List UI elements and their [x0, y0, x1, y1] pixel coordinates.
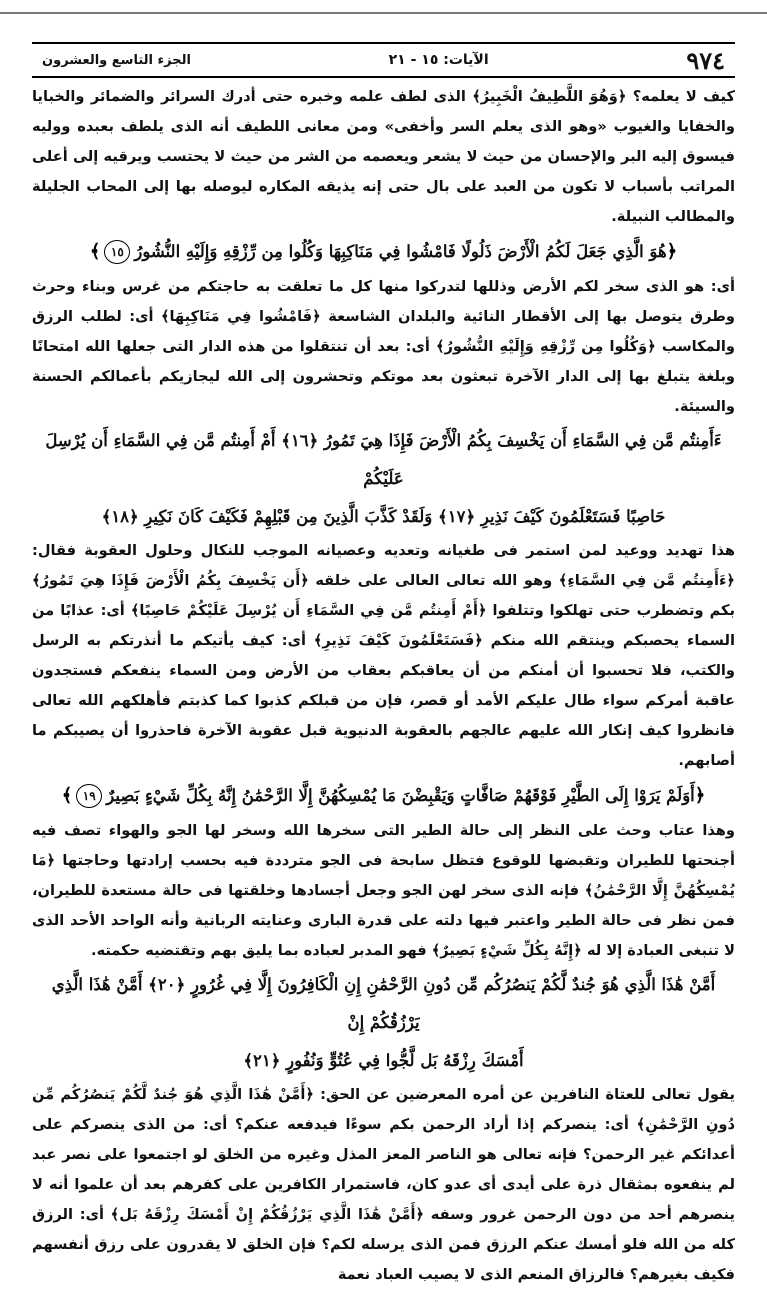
ornate-bracket-icon: ﴾ — [89, 241, 101, 262]
quran-verse-15 — [32, 232, 735, 272]
commentary-paragraph: كيف لا يعلمه؟ ﴿وَهُوَ اللَّطِيفُ الْخَبِيرُ﴾ الذى لطف علمه وخبره حتى أدرك السرائر والضمائر والخبايا والخفايا والغيوب «وهو الذى يعلم السر وأخفى» ومن معانى اللطيف أنه الذى يلطف بعبده ووليه فيسوق إليه البر والإحسان من حيث لا يشعر ويعصمه من الشر من حيث لا يحتسب ويرقيه إلى أعلى المراتب بأسباب لا تكون من العبد على بال حتى إنه يذيقه المكاره ليوصله بها إلى المحاب الجليلة والمطالب النبيلة. — [32, 88, 735, 225]
ayah-number: ١٩ — [76, 784, 102, 808]
top-rule — [0, 12, 767, 14]
page-content — [32, 82, 735, 1283]
verse-line: أَمَّنْ هَٰذَا الَّذِي هُوَ جُندٌ لَّكُمْ يَنصُرُكُم مِّن دُونِ الرَّحْمَٰنِ إِنِ الْكَافِرُونَ إِلَّا فِي غُرُورٍ ﴿٢٠﴾ أَمَّنْ هَٰذَا الَّذِي يَرْزُقُكُمْ إِنْ — [51, 975, 716, 1032]
quran-verse-19 — [32, 776, 735, 816]
page-header — [32, 42, 735, 78]
verse-line: حَاصِبًا فَسَتَعْلَمُونَ كَيْفَ نَذِيرِ ﴿١٧﴾ وَلَقَدْ كَذَّبَ الَّذِينَ مِن قَبْلِهِمْ فَكَيْفَ كَانَ نَكِيرِ ﴿١٨﴾ — [101, 507, 666, 526]
commentary-paragraph: هذا تهديد ووعيد لمن استمر فى طغيانه وتعديه وعصيانه الموجب للنكال وحلول العقوبة فقال: ﴿ءَأَمِنتُم مَّن فِي السَّمَاءِ﴾ وهو الله تعالى العالى على خلقه ﴿أَن يَخْسِفَ بِكُمُ الْأَرْضَ فَإِذَا هِيَ تَمُورُ﴾ بكم وتضطرب حتى تهلكوا وتتلفوا ﴿أَمْ أَمِنتُم مَّن فِي السَّمَاءِ أَن يُرْسِلَ عَلَيْكُمْ حَاصِبًا﴾ أى: عذابًا من السماء يحصبكم وينتقم الله منكم ﴿فَسَتَعْلَمُونَ كَيْفَ نَذِيرِ﴾ أى: كيف يأتيكم ما أنذرتكم به الرسل والكتب، فلا تحسبوا أن أمنكم من أن يعاقبكم بعقاب من الأرض ومن السماء ينفعكم فستجدون عاقبة أمركم سواء طال عليكم الأمد أو قصر، فإن من قبلكم كذبوا كما كذبتم فأهلكهم الله تعالى فانظروا كيف إنكار الله عليهم عالجهم بالعقوبة الدنيوية قبل عقوبة الآخرة فاحذروا أن يصيبكم ما أصابهم. — [32, 542, 735, 769]
quran-verses-16-18 — [32, 422, 735, 536]
commentary-paragraph: يقول تعالى للعتاة النافرين عن أمره المعرضين عن الحق: ﴿أَمَّنْ هَٰذَا الَّذِي هُوَ جُندٌ لَّكُمْ يَنصُرُكُم مِّن دُونِ الرَّحْمَٰنِ﴾ أى: ينصركم إذا أراد الرحمن بكم سوءًا فيدفعه عنكم؟ أى: من الذى ينصركم على أعدائكم غير الرحمن؟ فإنه تعالى هو الناصر المعز المذل وغيره من الخلق لو اجتمعوا على نصر عبد لم ينفعوه بمثقال ذرة على أيدى أى عدو كان، فاستمرار الكافرين على كفرهم بعد أن علموا أنه لا ينصرهم أحد من دون الرحمن غرور وسفه ﴿أَمَّنْ هَٰذَا الَّذِي يَرْزُقُكُمْ إِنْ أَمْسَكَ رِزْقَهُ بَل﴾ أى: الرزق كله من الله فلو أمسك عنكم الرزق فمن الذى يرسله لكم؟ فإن الخلق لا يقدرون على رزق أنفسهم فكيف بغيرهم؟ فالرزاق المنعم الذى لا يصيب العباد نعمة — [32, 1086, 735, 1283]
part-name: الجزء التاسع والعشرون — [42, 52, 191, 68]
verse-line: أَمْسَكَ رِزْقَهُ بَل لَّجُّوا فِي عُتُوٍّ وَنُفُورٍ ﴿٢١﴾ — [243, 1051, 524, 1070]
commentary-paragraph: أى: هو الذى سخر لكم الأرض وذللها لتدركوا منها كل ما تعلقت به حاجتكم من غرس وبناء وحرث وطرق يتوصل بها إلى الأقطار النائية والبلدان الشاسعة ﴿فَامْشُوا فِي مَنَاكِبِهَا﴾ أى: لطلب الرزق والمكاسب ﴿وَكُلُوا مِن رِّزْقِهِ وَإِلَيْهِ النُّشُورُ﴾ أى: بعد أن تنتقلوا من هذه الدار التى جعلها الله امتحانًا وبلغة يتبلغ بها إلى الدار الآخرة تبعثون بعد موتكم وتحشرون إلى الله ليجازيكم بأعمالكم الحسنة والسيئة. — [32, 278, 735, 415]
verse-text: هُوَ الَّذِي جَعَلَ لَكُمُ الْأَرْضَ ذَلُولًا فَامْشُوا فِي مَنَاكِبِهَا وَكُلُوا مِن رِّزْقِهِ وَإِلَيْهِ النُّشُورُ — [134, 242, 667, 261]
ornate-bracket-icon: ﴿ — [666, 241, 678, 262]
verse-line: ءَأَمِنتُم مَّن فِي السَّمَاءِ أَن يَخْسِفَ بِكُمُ الْأَرْضَ فَإِذَا هِيَ تَمُورُ ﴿١٦﴾ أَمْ أَمِنتُم مَّن فِي السَّمَاءِ أَن يُرْسِلَ عَلَيْكُمْ — [45, 431, 722, 488]
verse-text: أَوَلَمْ يَرَوْا إِلَى الطَّيْرِ فَوْقَهُمْ صَافَّاتٍ وَيَقْبِضْنَ مَا يُمْسِكُهُنَّ إِلَّا الرَّحْمَٰنُ إِنَّهُ بِكُلِّ شَيْءٍ بَصِيرٌ — [106, 786, 695, 805]
ornate-bracket-icon: ﴾ — [61, 785, 73, 806]
verses-range: الآيات: ١٥ - ٢١ — [388, 52, 489, 68]
page-number: ٩٧٤ — [686, 45, 725, 75]
ayah-number: ١٥ — [104, 240, 130, 264]
commentary-paragraph: وهذا عتاب وحث على النظر إلى حالة الطير التى سخرها الله وسخر لها الجو والهواء تصف فيه أجنحتها للطيران وتقبضها للوقوع فتظل سابحة فى الجو مترددة فيه بحسب إرادتها وحاجتها ﴿مَا يُمْسِكُهُنَّ إِلَّا الرَّحْمَٰنُ﴾ فإنه الذى سخر لهن الجو وجعل أجسادها وخلقتها فى حالة مستعدة للطيران، فمن نظر فى حالة الطير واعتبر فيها دلته على قدرة البارى وعنايته الربانية وأنه الواحد الأحد الذى لا تنبغى العبادة إلا له ﴿إِنَّهُ بِكُلِّ شَيْءٍ بَصِيرٌ﴾ فهو المدبر لعباده بما يليق بهم وتقتضيه حكمته. — [32, 822, 735, 959]
ornate-bracket-icon: ﴿ — [694, 785, 706, 806]
quran-verses-20-21 — [32, 966, 735, 1080]
